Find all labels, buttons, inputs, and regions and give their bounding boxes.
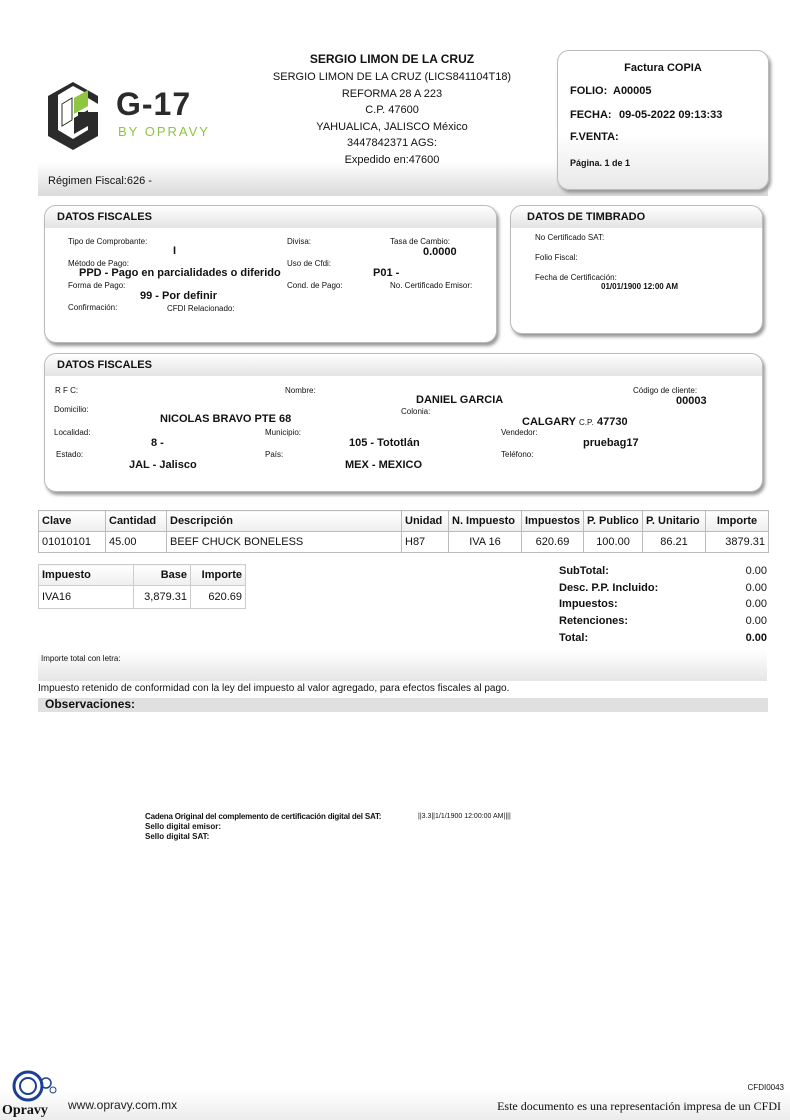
invoice-title: Factura COPIA (624, 62, 702, 74)
forma-label: Forma de Pago: (68, 281, 126, 290)
telefono-label: Teléfono: (501, 450, 534, 459)
desc-label: Desc. P.P. Incluido: (559, 582, 659, 594)
importe-letra-label: Importe total con letra: (41, 654, 121, 663)
cell-descripcion: BEEF CHUCK BONELESS (167, 532, 402, 553)
opravy-circles-icon (6, 1070, 66, 1104)
footer-brand: Opravy (2, 1103, 48, 1118)
cp-value: 47730 (597, 416, 628, 428)
pais-label: País: (265, 450, 284, 459)
divisa-label: Divisa: (287, 237, 312, 246)
retenciones-label: Retenciones: (559, 615, 629, 627)
folio-fiscal-label: Folio Fiscal: (535, 253, 578, 262)
fecha-cert-label: Fecha de Certificación: (535, 273, 617, 282)
metodo-label: Método de Pago: (68, 259, 129, 268)
fventa-label: F.VENTA: (570, 131, 619, 143)
vendedor-label: Vendedor: (501, 428, 538, 437)
subtotal-value: 0.00 (745, 565, 767, 577)
subtotal-label: SubTotal: (559, 565, 609, 577)
pagina: Página. 1 de 1 (570, 158, 631, 168)
table-row (39, 532, 769, 553)
domicilio-label: Domicilio: (54, 405, 89, 414)
tax-cell-base: 3,879.31 (134, 586, 191, 609)
nombre-label: Nombre: (285, 386, 316, 395)
impuestos-label: Impuestos: (559, 598, 618, 610)
opravy-logo (2, 1070, 66, 1120)
footer-url[interactable]: www.opravy.com.mx (68, 1098, 178, 1112)
total-label: Total: (559, 632, 589, 644)
cell-p-unitario: 86.21 (643, 532, 706, 553)
fecha-cert-value: 01/01/1900 12:00 AM (601, 282, 679, 291)
codigo-value: 00003 (676, 395, 707, 407)
sello-emisor-label: Sello digital emisor: (145, 822, 222, 831)
fecha-value: 09-05-2022 09:13:33 (619, 109, 723, 121)
folio-label: FOLIO: (570, 85, 608, 97)
total-value: 0.00 (745, 632, 767, 644)
retenciones-value: 0.00 (745, 615, 767, 627)
issuer-name-rfc: SERGIO LIMON DE LA CRUZ (LICS841104T18) (272, 71, 512, 83)
issuer-name: SERGIO LIMON DE LA CRUZ (309, 52, 475, 66)
footer-code: CFDI0043 (747, 1083, 784, 1092)
issuer-street: REFORMA 28 A 223 (341, 88, 443, 100)
items-table (38, 510, 769, 553)
estado-value: JAL - Jalisco (129, 459, 197, 471)
table-row (39, 586, 246, 609)
uso-label: Uso de Cfdi: (287, 259, 332, 268)
tipo-label: Tipo de Comprobante: (68, 237, 148, 246)
col-cantidad: Cantidad (106, 511, 167, 532)
impuestos-value: 0.00 (745, 598, 767, 610)
codigo-label: Código de cliente: (633, 386, 698, 395)
datos-fiscales-panel (44, 205, 497, 343)
col-importe: Importe (706, 511, 769, 532)
cert-sat-label: No Certificado SAT: (535, 233, 605, 242)
sello-sat-label: Sello digital SAT: (145, 832, 210, 841)
vendedor-value: pruebag17 (583, 437, 639, 449)
issuer-cp: C.P. 47600 (365, 104, 419, 116)
uso-value: P01 - (373, 267, 400, 279)
tax-cell-impuesto: IVA16 (39, 586, 134, 609)
tasa-value: 0.0000 (423, 246, 457, 258)
regimen-fiscal: Régimen Fiscal:626 - (48, 175, 152, 187)
footer-leyenda: Este documento es una representación impresa de un CFDI (497, 1099, 781, 1113)
cell-unidad: H87 (402, 532, 449, 553)
localidad-label: Localidad: (54, 428, 91, 437)
cell-importe: 3879.31 (706, 532, 769, 553)
observaciones-bar (38, 698, 768, 712)
company-logo (48, 80, 223, 150)
importe-letra-box (38, 650, 767, 681)
colonia-label: Colonia: (401, 407, 431, 416)
timbrado-panel (510, 205, 763, 334)
datos-fiscales-title: DATOS FISCALES (45, 206, 496, 228)
logo-subtitle: BY OPRAVY (118, 124, 210, 139)
cadena-value: ||3.3||1/1/1900 12:00:00 AM|||| (418, 813, 511, 820)
leyenda-retencion: Impuesto retenido de conformidad con la ley del impuesto al valor agregado, para efectos fiscales al pago. (38, 683, 510, 694)
issuer-expedido: Expedido en:47600 (344, 154, 440, 166)
tax-cell-importe: 620.69 (191, 586, 246, 609)
cliente-panel (44, 353, 763, 492)
invoice-box (557, 50, 769, 190)
tax-col-impuesto: Impuesto (39, 565, 134, 586)
col-p-publico: P. Publico (584, 511, 643, 532)
localidad-value: 8 - (151, 437, 164, 449)
logo-name: G-17 (116, 86, 192, 122)
tax-table (38, 564, 246, 609)
folio-value: A00005 (613, 85, 652, 97)
tax-col-importe: Importe (191, 565, 246, 586)
issuer-phone: 3447842371 AGS: (347, 137, 437, 149)
relacionado-label: CFDI Relacionado: (167, 304, 235, 313)
confirmacion-label: Confirmación: (68, 303, 118, 312)
observaciones-label: Observaciones: (45, 697, 136, 711)
tasa-label: Tasa de Cambio: (390, 237, 451, 246)
col-n-impuesto: N. Impuesto (449, 511, 522, 532)
cell-n-impuesto: IVA 16 (449, 532, 522, 553)
pais-value: MEX - MEXICO (345, 459, 423, 471)
desc-value: 0.00 (745, 582, 767, 594)
municipio-value: 105 - Tototlán (349, 437, 420, 449)
metodo-value: PPD - Pago en parcialidades o diferido (79, 267, 281, 279)
estado-label: Estado: (56, 450, 84, 459)
cadena-label: Cadena Original del complemento de certificación digital del SAT: (145, 812, 382, 821)
col-p-unitario: P. Unitario (643, 511, 706, 532)
fecha-label: FECHA: (570, 109, 612, 121)
col-impuestos: Impuestos (522, 511, 584, 532)
municipio-label: Municipio: (265, 428, 302, 437)
timbrado-title: DATOS DE TIMBRADO (511, 206, 762, 228)
col-descripcion: Descripción (167, 511, 402, 532)
colonia-value: CALGARY (522, 416, 576, 428)
cell-p-publico: 100.00 (584, 532, 643, 553)
tax-header-row (39, 565, 246, 586)
cond-label: Cond. de Pago: (287, 281, 343, 290)
cert-emisor-label: No. Certificado Emisor: (390, 281, 473, 290)
cp-label: C.P. (579, 418, 594, 427)
tipo-value: I (173, 245, 177, 257)
tax-col-base: Base (134, 565, 191, 586)
col-unidad: Unidad (402, 511, 449, 532)
forma-value: 99 - Por definir (140, 290, 218, 302)
cell-impuestos: 620.69 (522, 532, 584, 553)
rfc-label: R F C: (55, 386, 79, 395)
issuer-city: YAHUALICA, JALISCO México (316, 121, 468, 133)
domicilio-value: NICOLAS BRAVO PTE 68 (160, 413, 292, 425)
nombre-value: DANIEL GARCIA (416, 394, 504, 406)
col-clave: Clave (39, 511, 106, 532)
items-header-row (39, 511, 769, 532)
cell-cantidad: 45.00 (106, 532, 167, 553)
cell-clave: 01010101 (39, 532, 106, 553)
cliente-title: DATOS FISCALES (45, 354, 762, 376)
